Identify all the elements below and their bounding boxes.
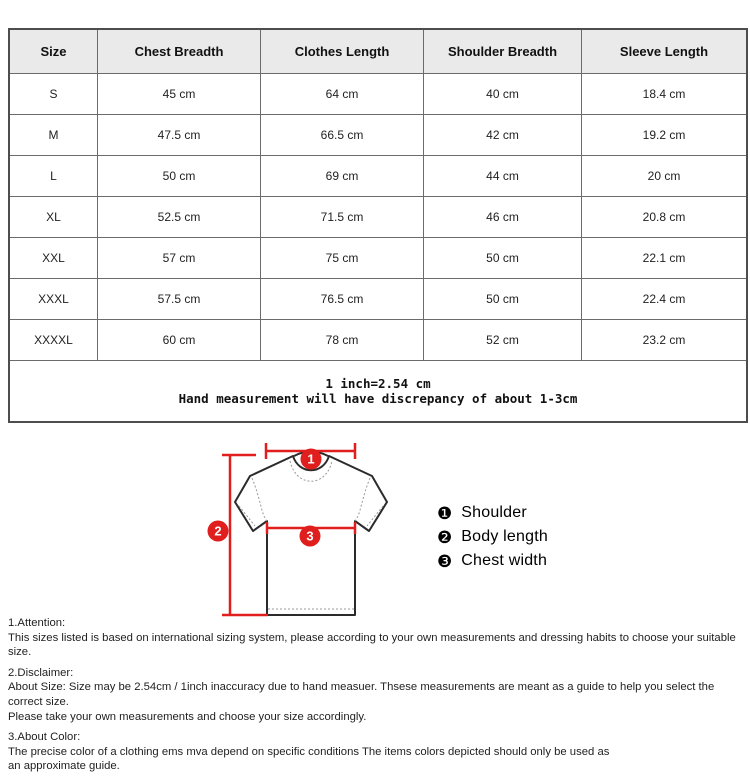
measurement-cell: 18.4 cm bbox=[582, 74, 748, 115]
numbered-circle-icon: ❸ bbox=[437, 551, 453, 571]
measurement-cell: 50 cm bbox=[424, 238, 582, 279]
measurement-cell: 57.5 cm bbox=[98, 279, 261, 320]
numbered-circle-icon: ❷ bbox=[437, 527, 453, 547]
measurement-cell: 42 cm bbox=[424, 115, 582, 156]
note-block bbox=[8, 616, 748, 660]
note-heading: 1.Attention: bbox=[8, 617, 66, 629]
size-chart-footnote-row bbox=[9, 361, 747, 423]
size-row bbox=[9, 238, 747, 279]
measurement-cell: 20 cm bbox=[582, 156, 748, 197]
measurement-cell: 45 cm bbox=[98, 74, 261, 115]
marker-2 bbox=[208, 521, 229, 542]
legend-label: Chest width bbox=[461, 552, 548, 569]
measurement-cell: 40 cm bbox=[424, 74, 582, 115]
measurement-cell: 76.5 cm bbox=[261, 279, 424, 320]
measurement-cell: 52.5 cm bbox=[98, 197, 261, 238]
size-row bbox=[9, 320, 747, 361]
measurement-cell: 75 cm bbox=[261, 238, 424, 279]
legend-item bbox=[437, 549, 548, 573]
marker-3 bbox=[300, 526, 321, 547]
marker-1 bbox=[301, 449, 322, 470]
note-line: Please take your own measurements and choose your size accordingly. bbox=[8, 710, 367, 723]
numbered-circle-icon: ❶ bbox=[437, 503, 453, 523]
measurement-cell: 44 cm bbox=[424, 156, 582, 197]
size-cell: XXXXL bbox=[9, 320, 98, 361]
measurement-cell: 60 cm bbox=[98, 320, 261, 361]
measurement-cell: 46 cm bbox=[424, 197, 582, 238]
svg-text:3: 3 bbox=[306, 528, 314, 544]
note-block bbox=[8, 666, 748, 724]
note-line: About Size: Size may be 2.54cm / 1inch inaccuracy due to hand measuer. Thsese measurements are meant as a guide to help you select the correct size. bbox=[8, 681, 715, 708]
measurement-legend bbox=[437, 501, 548, 573]
size-cell: S bbox=[9, 74, 98, 115]
tshirt-measurement-diagram bbox=[190, 430, 410, 630]
column-header: Sleeve Length bbox=[582, 29, 748, 74]
size-chart-footnote-cell bbox=[9, 361, 747, 423]
measurement-cell: 52 cm bbox=[424, 320, 582, 361]
measurement-cell: 64 cm bbox=[261, 74, 424, 115]
size-chart-header-row bbox=[9, 29, 747, 74]
size-chart-table bbox=[8, 28, 748, 423]
measurement-cell: 20.8 cm bbox=[582, 197, 748, 238]
column-header: Chest Breadth bbox=[98, 29, 261, 74]
legend-label: Shoulder bbox=[461, 504, 527, 521]
measurement-cell: 69 cm bbox=[261, 156, 424, 197]
size-row bbox=[9, 156, 747, 197]
svg-text:1: 1 bbox=[307, 451, 315, 467]
size-cell: L bbox=[9, 156, 98, 197]
size-chart-body bbox=[9, 74, 747, 361]
size-row bbox=[9, 115, 747, 156]
measurement-cell: 22.1 cm bbox=[582, 238, 748, 279]
svg-text:2: 2 bbox=[214, 523, 222, 539]
note-line: This sizes listed is based on international sizing system, please according to your own measurements and dressing habits to choose your suitable size. bbox=[8, 631, 736, 659]
column-header: Shoulder Breadth bbox=[424, 29, 582, 74]
size-cell: M bbox=[9, 115, 98, 156]
note-heading: 2.Disclaimer: bbox=[8, 666, 74, 679]
measurement-cell: 57 cm bbox=[98, 238, 261, 279]
size-cell: XXXL bbox=[9, 279, 98, 320]
measurement-cell: 50 cm bbox=[98, 156, 261, 197]
note-heading: 3.About Color: bbox=[8, 731, 81, 744]
note-block bbox=[8, 730, 748, 774]
column-header: Clothes Length bbox=[261, 29, 424, 74]
note-line: The precise color of a clothing ems mva depend on specific conditions The items colors depicted should only be used as bbox=[8, 745, 610, 758]
size-cell: XXL bbox=[9, 238, 98, 279]
note-line: an approximate guide. bbox=[8, 760, 120, 773]
measurement-cell: 50 cm bbox=[424, 279, 582, 320]
footnote-discrepancy: Hand measurement will have discrepancy of about 1-3cm bbox=[178, 391, 578, 406]
measurement-cell: 22.4 cm bbox=[582, 279, 748, 320]
legend-label: Body length bbox=[461, 528, 548, 545]
size-row bbox=[9, 74, 747, 115]
size-row bbox=[9, 197, 747, 238]
measurement-cell: 19.2 cm bbox=[582, 115, 748, 156]
notes-section bbox=[8, 616, 748, 780]
measurement-cell: 23.2 cm bbox=[582, 320, 748, 361]
measurement-cell: 66.5 cm bbox=[261, 115, 424, 156]
legend-item bbox=[437, 501, 548, 525]
legend-item bbox=[437, 525, 548, 549]
size-row bbox=[9, 279, 747, 320]
size-cell: XL bbox=[9, 197, 98, 238]
measurement-cell: 78 cm bbox=[261, 320, 424, 361]
footnote-conversion: 1 inch=2.54 cm bbox=[325, 376, 431, 391]
measurement-cell: 47.5 cm bbox=[98, 115, 261, 156]
measurement-cell: 71.5 cm bbox=[261, 197, 424, 238]
column-header: Size bbox=[9, 29, 98, 74]
